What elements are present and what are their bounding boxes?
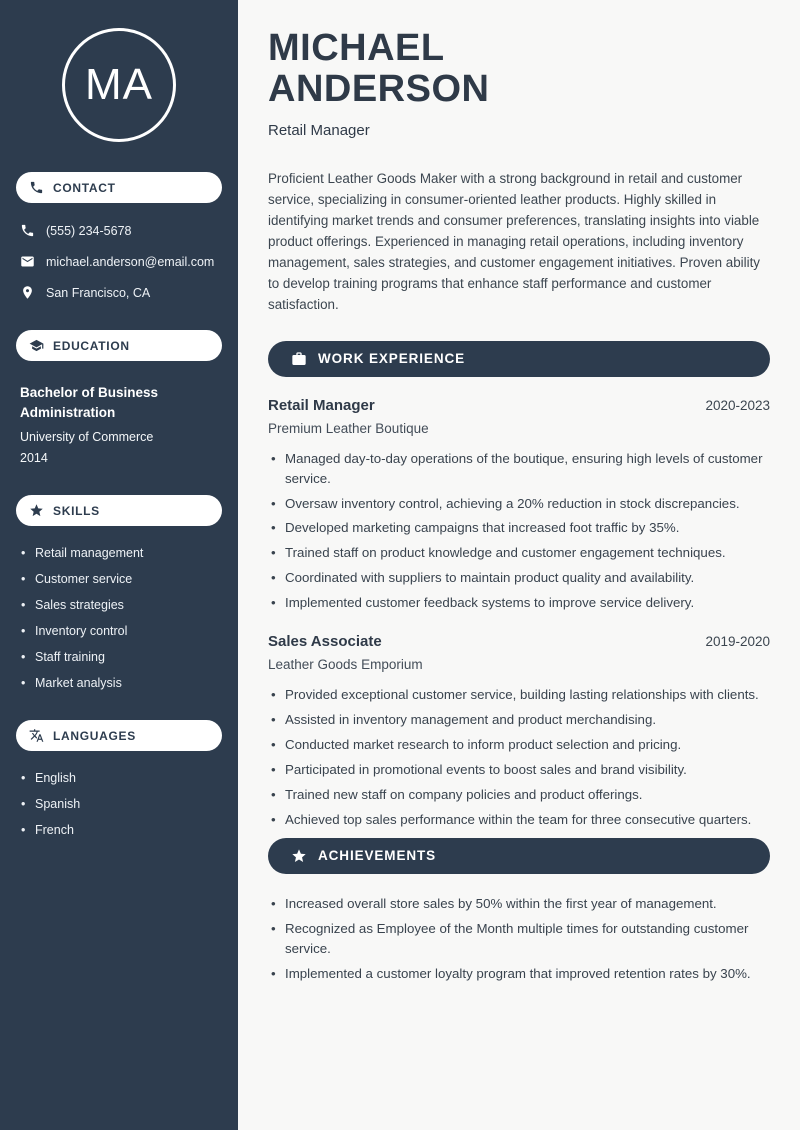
star-icon: [291, 848, 307, 864]
job-company: Leather Goods Emporium: [268, 657, 423, 673]
skill-item: • Customer service: [20, 572, 222, 586]
main-content: [238, 0, 800, 1130]
job-bullet: • Achieved top sales performance within the team for three consecutive quarters.: [268, 810, 770, 830]
job-bullet: • Assisted in inventory management and product merchandising.: [268, 710, 770, 730]
skill-item: • Retail management: [20, 546, 222, 560]
skills-list: [20, 546, 222, 690]
person-name-line1: MICHAEL: [268, 27, 445, 69]
contact-location-row: [20, 285, 222, 300]
language-item: • French: [20, 823, 222, 837]
person-name-line2: ANDERSON: [268, 67, 490, 110]
work-experience-section-header: [268, 341, 770, 377]
education-entry: [20, 383, 222, 465]
phone-icon: [29, 180, 44, 195]
contact-email-row: [20, 254, 222, 269]
language-item: • Spanish: [20, 797, 222, 811]
skill-item: • Inventory control: [20, 624, 222, 638]
contact-section-header: [16, 172, 222, 203]
location-pin-icon: [20, 285, 35, 300]
avatar-initials: MA: [85, 60, 153, 109]
languages-header-label: LANGUAGES: [53, 728, 136, 743]
achievements-list: [268, 894, 770, 984]
job-entry-1: [268, 397, 770, 614]
skills-header-label: SKILLS: [53, 503, 100, 518]
translate-icon: [29, 728, 44, 743]
contact-location-value: San Francisco, CA: [46, 285, 151, 300]
graduation-cap-icon: [29, 338, 44, 353]
job-bullet: • Trained staff on product knowledge and customer engagement techniques.: [268, 543, 770, 563]
briefcase-icon: [291, 351, 307, 367]
skill-item: • Market analysis: [20, 676, 222, 690]
job-head: [268, 397, 770, 414]
achievement-bullet: • Increased overall store sales by 50% within the first year of management.: [268, 894, 770, 914]
phone-icon: [20, 223, 35, 238]
skills-section-header: [16, 495, 222, 526]
work-experience-header-label: WORK EXPERIENCE: [318, 351, 466, 367]
achievements-section-header: [268, 838, 770, 874]
job-dates: 2019-2020: [705, 634, 770, 650]
education-degree: Bachelor of Business Administration: [20, 385, 159, 420]
achievement-bullet: • Recognized as Employee of the Month multiple times for outstanding customer service.: [268, 919, 770, 959]
job-bullets: [268, 685, 770, 830]
summary-paragraph: Proficient Leather Goods Maker with a strong background in retail and customer service, specializing in consumer-oriented leather products. Highly skilled in identifying market trends and consumer preferences, translating insights into viable product offerings. Experienced in managing retail operations, including inventory management, sales strategies, and customer engagement initiatives. Proven ability to develop training programs that enhance staff performance and customer satisfaction.: [268, 171, 760, 312]
avatar: [62, 28, 176, 142]
job-bullet: • Trained new staff on company policies and product offerings.: [268, 785, 770, 805]
job-bullet: • Implemented customer feedback systems to improve service delivery.: [268, 593, 770, 613]
education-year: 2014: [20, 451, 48, 466]
job-bullet: • Participated in promotional events to boost sales and brand visibility.: [268, 760, 770, 780]
job-bullet: • Coordinated with suppliers to maintain product quality and availability.: [268, 568, 770, 588]
achievements-header-label: ACHIEVEMENTS: [318, 848, 437, 864]
job-bullets: [268, 449, 770, 614]
languages-section-header: [16, 720, 222, 751]
person-name: [268, 28, 770, 109]
contact-header-label: CONTACT: [53, 180, 116, 195]
job-role: Sales Associate: [268, 633, 382, 651]
contact-list: [20, 223, 222, 300]
job-entry-2: [268, 633, 770, 830]
language-item: • English: [20, 771, 222, 785]
sidebar: [0, 0, 238, 1130]
education-header-label: EDUCATION: [53, 338, 130, 353]
person-title: Retail Manager: [268, 122, 370, 140]
skill-item: • Staff training: [20, 650, 222, 664]
contact-phone-value: (555) 234-5678: [46, 223, 132, 238]
contact-phone-row: [20, 223, 222, 238]
job-bullet: • Managed day-to-day operations of the boutique, ensuring high levels of customer service.: [268, 449, 770, 489]
education-school: University of Commerce: [20, 430, 154, 445]
skill-item: • Sales strategies: [20, 598, 222, 612]
job-bullet: • Conducted market research to inform product selection and pricing.: [268, 735, 770, 755]
contact-email-value: michael.anderson@email.com: [46, 254, 215, 269]
job-company: Premium Leather Boutique: [268, 420, 429, 436]
job-bullet: • Developed marketing campaigns that increased foot traffic by 35%.: [268, 518, 770, 538]
job-bullet: • Oversaw inventory control, achieving a 20% reduction in stock discrepancies.: [268, 494, 770, 514]
job-bullet: • Provided exceptional customer service, building lasting relationships with clients.: [268, 685, 770, 705]
job-head: [268, 633, 770, 650]
job-role: Retail Manager: [268, 396, 375, 414]
envelope-icon: [20, 254, 35, 269]
job-dates: 2020-2023: [705, 397, 770, 413]
languages-list: [20, 771, 222, 837]
education-section-header: [16, 330, 222, 361]
star-icon: [29, 503, 44, 518]
achievement-bullet: • Implemented a customer loyalty program that improved retention rates by 30%.: [268, 964, 770, 984]
